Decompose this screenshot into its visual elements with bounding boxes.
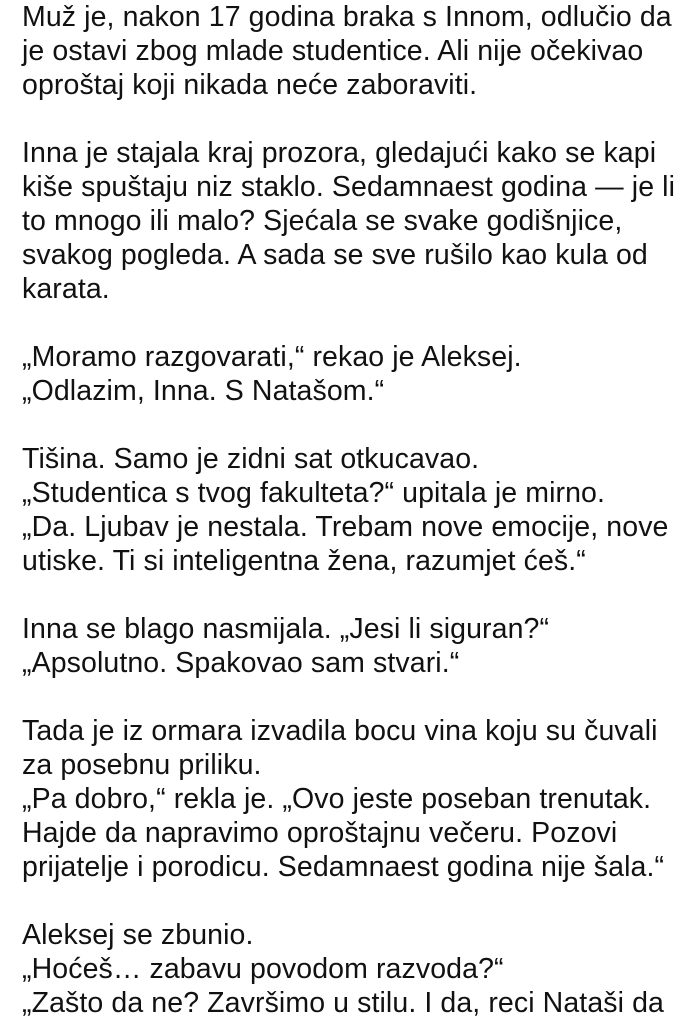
text-line: Aleksej se zbunio. <box>22 919 254 951</box>
paragraph-gap <box>22 306 692 340</box>
text-line: za posebnu priliku. <box>22 749 262 781</box>
text-line: „Apsolutno. Spakovao sam stvari.“ <box>22 647 460 679</box>
text-line: „Pa dobro,“ rekla je. „Ovo jeste poseban trenutak. <box>22 783 652 815</box>
text-line: „Odlazim, Inna. S Natašom.“ <box>22 375 385 407</box>
paragraph-intro <box>22 0 692 102</box>
text-line: kiše spuštaju niz staklo. Sedamnaest godina — je li <box>22 171 676 203</box>
paragraph-smile <box>22 612 692 680</box>
text-line: utiske. Ti si inteligentna žena, razumjet ćeš.“ <box>22 545 586 577</box>
text-line: „Zašto da ne? Završimo u stilu. I da, reci Nataši da <box>22 987 664 1019</box>
text-line: je ostavi zbog mlade studentice. Ali nije očekivao <box>22 35 644 67</box>
text-line: karata. <box>22 273 110 305</box>
text-line: to mnogo ili malo? Sjećala se svake godišnjice, <box>22 205 623 237</box>
text-line: „Moramo razgovarati,“ rekao je Aleksej. <box>22 341 522 373</box>
paragraph-silence <box>22 442 692 578</box>
paragraph-announcement <box>22 340 692 408</box>
text-line: svakog pogleda. A sada se sve rušilo kao kula od <box>22 239 648 271</box>
text-line: „Hoćeš… zabavu povodom razvoda?“ <box>22 953 504 985</box>
paragraph-gap <box>22 408 692 442</box>
story-text <box>22 0 692 1020</box>
paragraph-window <box>22 136 692 306</box>
text-line: „Studentica s tvog fakulteta?“ upitala je mirno. <box>22 477 606 509</box>
paragraph-gap <box>22 102 692 136</box>
paragraph-gap <box>22 884 692 918</box>
paragraph-gap <box>22 578 692 612</box>
text-line: Inna se blago nasmijala. „Jesi li siguran?“ <box>22 613 550 645</box>
text-line: Hajde da napravimo oproštajnu večeru. Pozovi <box>22 817 618 849</box>
text-line: Inna je stajala kraj prozora, gledajući kako se kapi <box>22 137 657 169</box>
text-line: Tada je iz ormara izvadila bocu vina koju su čuvali <box>22 715 658 747</box>
text-line: Muž je, nakon 17 godina braka s Innom, odlučio da <box>22 1 672 33</box>
text-line: prijatelje i porodicu. Sedamnaest godina nije šala.“ <box>22 851 665 883</box>
text-line: Tišina. Samo je zidni sat otkucavao. <box>22 443 480 475</box>
text-line: „Da. Ljubav je nestala. Trebam nove emocije, nove <box>22 511 669 543</box>
paragraph-confused <box>22 918 692 1020</box>
text-line: oproštaj koji nikada neće zaboraviti. <box>22 69 478 101</box>
paragraph-gap <box>22 680 692 714</box>
paragraph-wine <box>22 714 692 884</box>
